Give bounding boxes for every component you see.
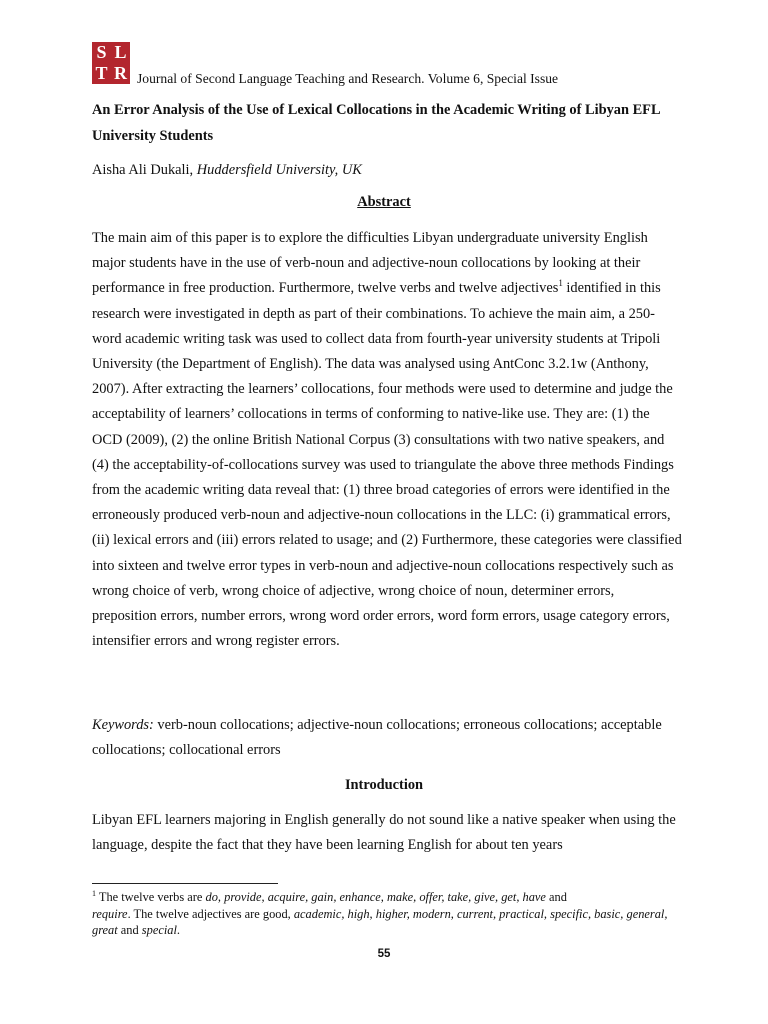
- author-affiliation: Huddersfield University, UK: [196, 162, 362, 178]
- footnote-adjectives: academic, high, higher, modern, current, practical, specific, basic, general, great: [92, 906, 668, 937]
- footnote-reference[interactable]: 1: [558, 278, 563, 289]
- logo-letter: S: [96, 42, 107, 62]
- footnote-and: and: [545, 890, 567, 904]
- author-line: [92, 162, 362, 179]
- journal-logo: [92, 42, 130, 84]
- logo-letter: L: [114, 42, 127, 62]
- paper-title: An Error Analysis of the Use of Lexical Collocations in the Academic Writing of Libyan EFL University Students: [92, 102, 660, 144]
- footnote-verb-last: require: [92, 906, 128, 921]
- footnote-and: and: [117, 923, 142, 937]
- footnote-mid: . The twelve adjectives are good,: [127, 906, 294, 921]
- abstract-text-part1: The main aim of this paper is to explore the difficulties Libyan undergraduate university English major students have in the use of verb-noun and adjective-noun collocations by looking at their performance in free production. Furthermore, twelve verbs and twelve adjectives: [92, 230, 648, 297]
- footnote-lead: The twelve verbs are: [96, 890, 206, 904]
- abstract-text-part2: identified in this research were investigated in depth as part of their combinations. To achieve the main aim, a 250-word academic writing task was used to collect data from fourth-year university students at Tripoli University (the Department of English). The data was analysed using AntConc 3.2.1w (Anthony, 2007). After extracting the learners’ collocations, four methods were used to determine and judge the acceptability of learners’ collocations in terms of conforming to native-like use. They are: (1) the OCD (2009), (2) the online British National Corpus (3) consultations with two native speakers, and (4) the acceptability-of-collocations survey was used to triangulate the above three methods Findings from the academic writing data reveal that: (1) three broad categories of errors were identified in the erroneously produced verb-noun and adjective-noun collocations in the LLC: (i) grammatical errors, (ii) lexical errors and (iii) errors related to usage; and (2) Furthermore, these categories were classified into sixteen and twelve error types in verb-noun and adjective-noun collocations respectively such as wrong choice of verb, wrong choice of adjective, wrong choice of noun, determiner errors, preposition errors, number errors, wrong word order errors, word form errors, usage category errors, intensifier errors and wrong register errors.: [92, 280, 682, 650]
- abstract-heading: Abstract: [357, 194, 411, 210]
- footnote-verbs: do, provide, acquire, gain, enhance, make, offer, take, give, get, have: [205, 890, 546, 904]
- introduction-heading: Introduction: [344, 777, 424, 793]
- footnote-end: .: [176, 923, 181, 937]
- abstract-paragraph: [92, 226, 682, 654]
- journal-name: Journal of Second Language Teaching and Research. Volume 6, Special Issue: [137, 71, 559, 86]
- keywords-paragraph: [92, 713, 682, 763]
- footnote-adj-last: special: [141, 923, 177, 937]
- footnote-divider: [92, 883, 278, 884]
- footnote-marker: 1: [92, 888, 96, 898]
- author-name: Aisha Ali Dukali,: [92, 162, 197, 178]
- keywords-text: verb-noun collocations; adjective-noun collocations; erroneous collocations; acceptable collocations; collocational errors: [92, 717, 662, 759]
- journal-header: [92, 42, 692, 86]
- footnote: [92, 889, 682, 939]
- introduction-paragraph: Libyan EFL learners majoring in English generally do not sound like a native speaker when using the language, despite the fact that they have been learning English for about ten years: [92, 812, 676, 854]
- logo-letter: T: [95, 63, 108, 83]
- keywords-label: Keywords:: [92, 717, 154, 733]
- logo-letter: R: [114, 63, 127, 83]
- page-number: 55: [377, 948, 391, 960]
